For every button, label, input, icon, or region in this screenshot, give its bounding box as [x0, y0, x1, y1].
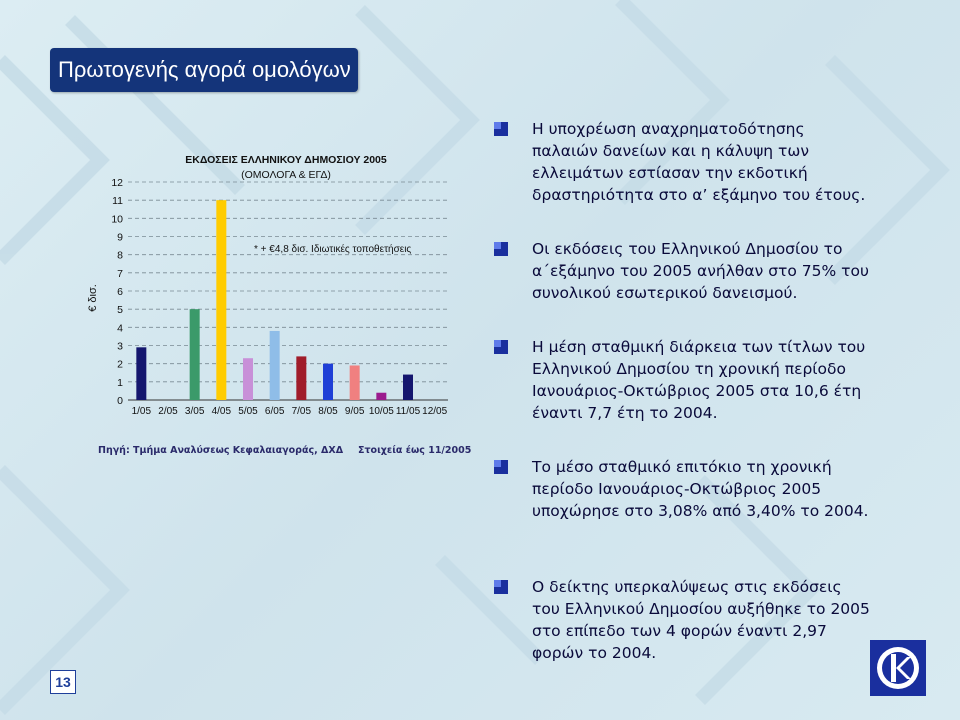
x-tick-label: 6/05 [264, 406, 285, 417]
source-note: Πηγή: Τμήμα Αναλύσεως Κεφαλαιαγοράς, ΔΧΔ [98, 445, 344, 456]
y-tick-label: 7 [117, 267, 123, 280]
page-number: 13 [50, 670, 76, 694]
bar [216, 200, 226, 400]
bar [243, 358, 253, 400]
y-tick-label: 0 [117, 395, 123, 407]
x-tick-label: 11/05 [395, 406, 421, 417]
square-bullet-icon [494, 460, 508, 474]
x-tick-label: 7/05 [291, 406, 312, 417]
y-tick-label: 12 [111, 177, 123, 189]
y-tick-label: 9 [117, 231, 123, 244]
x-tick-label: 8/05 [318, 406, 338, 417]
bar [376, 393, 386, 400]
x-tick-label: 12/05 [422, 406, 448, 417]
x-tick-label: 9/05 [344, 406, 365, 417]
y-tick-label: 11 [112, 195, 123, 208]
y-axis-label: € δισ. [87, 284, 99, 312]
chart-title: ΕΚΔΟΣΕΙΣ ΕΛΛΗΝΙΚΟΥ ΔΗΜΟΣΙΟΥ 2005 [185, 154, 387, 166]
bullet-text: Η υποχρέωση αναχρηματοδότησης παλαιών δανείων και η κάλυψη των ελλειμάτων εστίασαν την εκδοτική δραστηριότητα στο α’ εξάμηνο του έτους. [532, 120, 866, 204]
bullet-text: Οι εκδόσεις του Ελληνικού Δημοσίου το α΄εξάμηνο του 2005 ανήλθαν στο 75% του συνολικού εσωτερικού δανεισμού. [532, 240, 869, 302]
x-tick-label: 4/05 [211, 406, 232, 417]
y-tick-label: 4 [117, 322, 123, 335]
slide-title: Πρωτογενής αγορά ομολόγων [58, 57, 351, 82]
square-bullet-icon [494, 580, 508, 594]
bullet-text: Ο δείκτης υπερκαλύψεως στις εκδόσεις του Ελληνικού Δημοσίου αυξήθηκε το 2005 στο επίπεδο των 4 φορών έναντι 2,97 φορών το 2004. [532, 578, 870, 662]
x-tick-label: 2/05 [158, 406, 178, 417]
y-tick-label: 10 [111, 213, 123, 226]
bullet-text: Το μέσο σταθμικό επιτόκιο τη χρονική περίοδο Ιανουάριος-Οκτώβριος 2005 υποχώρησε στο 3,08% από 3,40% το 2004. [532, 458, 869, 520]
bar [403, 375, 413, 400]
y-tick-label: 8 [117, 249, 123, 262]
bar [323, 364, 333, 400]
bar [136, 347, 146, 400]
y-tick-label: 1 [117, 376, 123, 389]
bar [296, 356, 306, 400]
square-bullet-icon [494, 122, 508, 136]
bullet-text: Η μέση σταθμική διάρκεια των τίτλων του Ελληνικού Δημοσίου τη χρονική περίοδο Ιανουάριος-Οκτώβριος 2005 στα 10,6 έτη έναντι 7,7 έτη το 2004. [532, 338, 866, 422]
bar [270, 331, 280, 400]
y-tick-label: 3 [117, 340, 123, 353]
x-tick-label: 3/05 [184, 406, 205, 417]
bar [350, 365, 360, 400]
x-tick-label: 10/05 [368, 406, 394, 417]
chart-subtitle: (ΟΜΟΛΟΓΑ & ΕΓΔ) [241, 169, 331, 181]
x-tick-label: 5/05 [238, 406, 258, 417]
y-tick-label: 5 [117, 304, 123, 317]
square-bullet-icon [494, 340, 508, 354]
chart-annotation: * + €4,8 δισ. Ιδιωτικές τοποθετήσεις [254, 244, 412, 255]
data-note: Στοιχεία έως 11/2005 [358, 445, 472, 456]
bar [190, 309, 200, 400]
y-tick-label: 2 [117, 358, 123, 371]
y-tick-label: 6 [117, 286, 123, 298]
x-tick-label: 1/05 [131, 406, 152, 417]
bank-logo-icon [870, 640, 926, 696]
square-bullet-icon [494, 242, 508, 256]
